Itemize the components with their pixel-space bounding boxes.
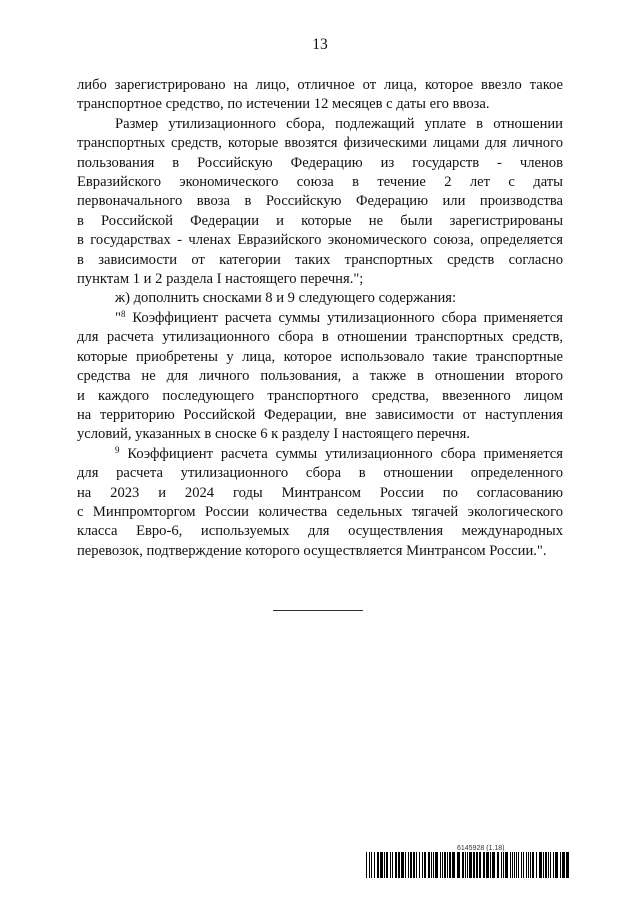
document-body	[77, 76, 563, 561]
text-line: на 2023 и 2024 годы Минтрансом России по согласованию	[77, 484, 563, 501]
text-line: и каждого последующего транспортного средства, ввезенного лицом	[77, 387, 563, 404]
paragraph	[77, 76, 563, 115]
text-line: в Российской Федерации и которые не были зарегистрированы	[77, 212, 563, 229]
text-line: Коэффициент расчета суммы утилизационного сбора применяется	[119, 445, 563, 462]
text-line: в зависимости от категории таких транспортных средств согласно	[77, 251, 563, 268]
text-line: для расчета утилизационного сбора в отношении определенного	[77, 465, 563, 482]
text-line: с Минпромторгом России количества седельных тягачей экологического	[77, 503, 563, 520]
footnote-marker: 9	[115, 444, 120, 455]
barcode-caption: 6145928 (1.18)	[457, 845, 505, 852]
text-line: условий, указанных в сноске 6 к разделу I настоящего перечня.	[77, 426, 471, 443]
text-line: первоначального ввоза в Российскую Федерацию или производства	[77, 193, 563, 210]
text-line: средства не для личного пользования, а также в отношении второго	[77, 368, 563, 385]
text-line: либо зарегистрировано на лицо, отличное от лица, которое ввезло такое	[77, 77, 563, 93]
text-line: перевозок, подтверждение которого осуществляется Минтрансом России.".	[77, 542, 547, 559]
barcode-icon	[366, 852, 572, 878]
text-line: Евразийского экономического союза в течение 2 лет с даты	[77, 174, 563, 191]
text-line: Размер утилизационного сбора, подлежащий уплате в отношении	[115, 115, 563, 132]
footnote-8	[77, 309, 563, 445]
text-line: класса Евро-6, используемых для осуществления международных	[77, 523, 563, 540]
paragraph	[77, 289, 563, 308]
text-line: которые приобретены у лица, которое использовало такие транспортные	[77, 348, 563, 365]
text-line: в государствах - членах Евразийского экономического союза, определяется	[77, 232, 563, 249]
text-line: на территорию Российской Федерации, вне зависимости от наступления	[77, 406, 563, 423]
footnote-9	[77, 445, 563, 561]
quote-mark: "	[115, 309, 121, 326]
footnote-marker: 8	[120, 308, 126, 319]
paragraph	[77, 115, 563, 290]
text-line: пунктам 1 и 2 раздела I настоящего перечня.";	[77, 271, 364, 288]
text-line: ж) дополнить сносками 8 и 9 следующего содержания:	[115, 290, 457, 307]
page-number: 13	[312, 36, 328, 53]
text-line: транспортных средств, которые ввозятся физическими лицами для личного	[77, 135, 563, 152]
end-separator-line	[273, 610, 363, 611]
text-line: транспортное средство, по истечении 12 месяцев с даты его ввоза.	[77, 96, 490, 113]
text-line: Коэффициент расчета суммы утилизационного сбора применяется	[125, 309, 563, 326]
text-line: для расчета утилизационного сбора в отношении транспортных средств,	[77, 329, 563, 346]
text-line: пользования в Российскую Федерацию из государств - членов	[77, 154, 563, 171]
